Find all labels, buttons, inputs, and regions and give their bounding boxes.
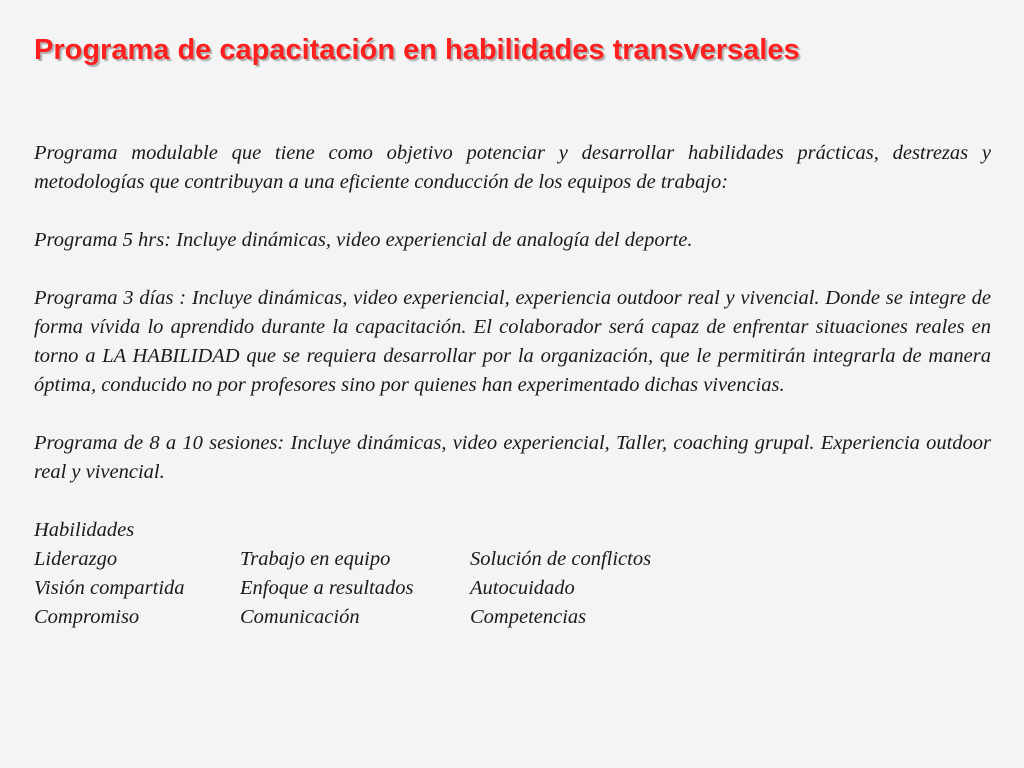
program-3-days-paragraph: Programa 3 días : Incluye dinámicas, video experiencial, experiencia outdoor real y vivencial. Donde se integre de forma vívida lo aprendido durante la capacitación. El colaborador será capaz de enfrentar situaciones reales en torno a LA HABILIDAD que se requiera desarrollar por la organización, que le permitirán integrarla de manera óptima, conducido no por profesores sino por quienes han experimentado dichas vivencias. (34, 287, 991, 396)
skill-item-autocuidado: Autocuidado (470, 577, 575, 599)
skill-item-trabajo-en-equipo: Trabajo en equipo (240, 548, 391, 570)
skill-item-liderazgo: Liderazgo (34, 548, 118, 570)
skill-item-solucion-de-conflictos: Solución de conflictos (470, 548, 652, 570)
program-sessions-paragraph: Programa de 8 a 10 sesiones: Incluye dinámicas, video experiencial, Taller, coaching grupal. Experiencia outdoor real y vivencial. (34, 432, 991, 483)
skill-item-vision-compartida: Visión compartida (34, 577, 185, 599)
skills-heading: Habilidades (34, 519, 135, 541)
slide-body (34, 139, 991, 632)
skill-item-competencias: Competencias (470, 606, 587, 628)
program-5-hours-paragraph: Programa 5 hrs: Incluye dinámicas, video experiencial de analogía del deporte. (34, 229, 693, 251)
skill-item-enfoque-a-resultados: Enfoque a resultados (240, 577, 414, 599)
skills-list (34, 545, 770, 632)
intro-paragraph: Programa modulable que tiene como objetivo potenciar y desarrollar habilidades prácticas, destrezas y metodologías que contribuyan a una eficiente conducción de los equipos de trabajo: (34, 142, 991, 193)
slide-title: Programa de capacitación en habilidades transversales (34, 34, 800, 66)
skill-item-comunicacion: Comunicación (240, 606, 360, 628)
skill-item-compromiso: Compromiso (34, 606, 140, 628)
